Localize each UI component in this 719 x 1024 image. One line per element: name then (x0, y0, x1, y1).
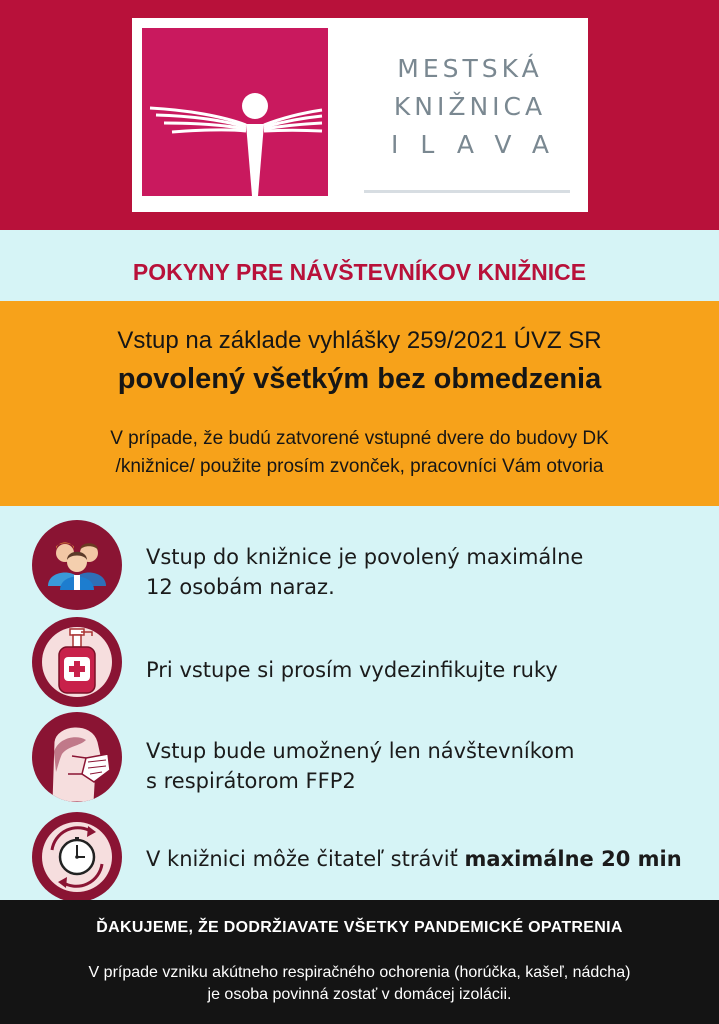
logo-line-1: MESTSKÁ (397, 54, 543, 83)
footer-isolation-note (20, 962, 699, 1006)
notice-doorbell-line-1: V prípade, že budú zatvorené vstupné dvere do budovy DK (110, 428, 609, 449)
clock-icon (32, 812, 122, 902)
people-icon (32, 520, 122, 610)
library-logo (132, 18, 588, 212)
notice-headline: povolený všetkým bez obmedzenia (117, 363, 602, 395)
rule-time-limit-text (146, 844, 706, 874)
notice-regulation: Vstup na základe vyhlášky 259/2021 ÚVZ SR (117, 327, 602, 354)
footer-line-2: je osoba povinná zostať v domácej izolácii. (207, 986, 512, 1003)
rule-time-limit-bold: maximálne 20 min (464, 847, 682, 871)
rule-respirator-text (146, 736, 706, 796)
book-figure-icon (142, 28, 328, 196)
page-title: POKYNY PRE NÁVŠTEVNÍKOV KNIŽNICE (132, 259, 587, 285)
entry-notice (0, 301, 719, 506)
notice-doorbell-line-2: /knižnice/ použite prosím zvonček, pracovníci Vám otvoria (115, 456, 604, 477)
footer-line-1: V prípade vzniku akútneho respiračného ochorenia (horúčka, kašeľ, nádcha) (88, 964, 631, 981)
rule-disinfect-text: Pri vstupe si prosím vydezinfikujte ruky (146, 658, 558, 682)
logo-line-3: ILAVA (391, 130, 571, 159)
rule-time-limit-plain: V knižnici môže čitateľ stráviť (146, 847, 465, 871)
rule-max-visitors-line-2: 12 osobám naraz. (146, 575, 335, 599)
rule-max-visitors-text (146, 542, 706, 602)
logo-line-2: KNIŽNICA (393, 92, 547, 121)
logo-divider (364, 190, 570, 193)
header-banner (0, 0, 719, 230)
notice-doorbell (60, 425, 659, 481)
rule-respirator-line-2: s respirátorom FFP2 (146, 769, 356, 793)
footer-heading: ĎAKUJEME, ŽE DODRŽIAVATE VŠETKY PANDEMICKÉ OPATRENIA (96, 919, 623, 936)
logo-wordmark (360, 50, 580, 164)
logo-mark (142, 28, 328, 196)
hand-sanitizer-icon (32, 617, 122, 707)
respirator-face-icon (32, 712, 122, 802)
footer (0, 900, 719, 1024)
rule-max-visitors-line-1: Vstup do knižnice je povolený maximálne (146, 545, 584, 569)
rule-respirator-line-1: Vstup bude umožnený len návštevníkom (146, 739, 575, 763)
